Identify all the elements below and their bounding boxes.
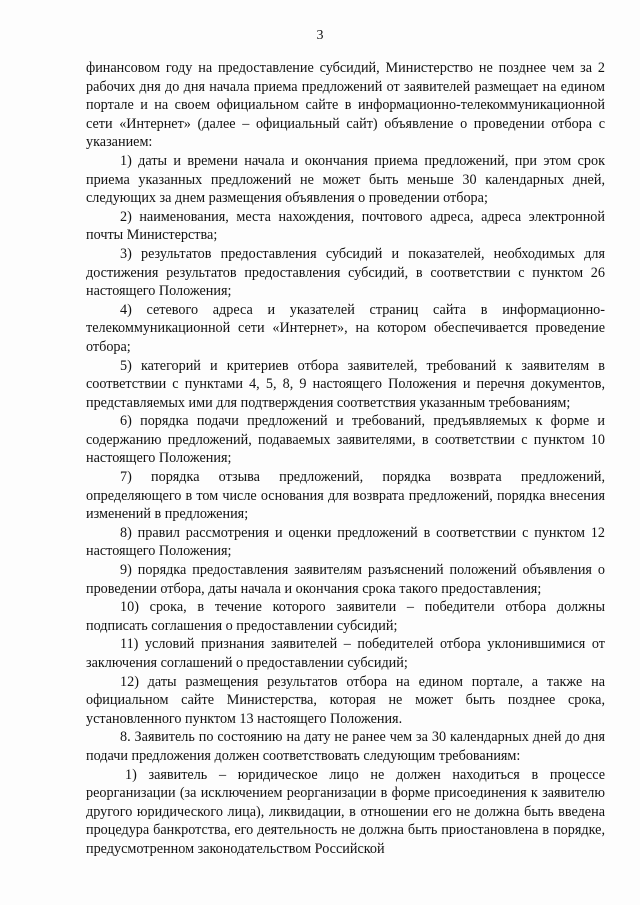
paragraph-intro: финансовом году на предоставление субсидий, Министерство не позднее чем за 2 рабочих дня до дня начала приема предложений от заявителей размещает на едином портале и на своем официальном сайте в информационно-телекоммуникационной сети «Интернет» (далее – официальный сайт) объявление о проведении отбора с указанием: [86,60,605,151]
list-item-9: 9) порядка предоставления заявителям разъяснений положений объявления о проведении отбора, даты начала и окончания срока такого предоставления; [86,562,605,597]
page-number: 3 [316,28,324,43]
list-item-4: 4) сетевого адреса и указателей страниц сайта в информационно-телекоммуникационной сети «Интернет», на котором обеспечивается проведение отбора; [86,301,605,355]
list-item-10: 10) срока, в течение которого заявители – победители отбора должны подписать соглашения о предоставлении субсидий; [86,599,605,634]
list-item-8: 8) правил рассмотрения и оценки предложений в соответствии с пунктом 12 настоящего Положения; [86,524,605,560]
list-item-12: 12) даты размещения результатов отбора на едином портале, а также на официальном сайте Министерства, которая не может быть позднее срока, установленного пунктом 13 настоящего Положения. [86,673,605,727]
list-item-1: 1) даты и времени начала и окончания приема предложений, при этом срок приема указанных предложений не может быть меньше 30 календарных дней, следующих за днем размещения объявления о проведении отбора; [86,152,605,207]
list-item-6: 6) порядка подачи предложений и требований, предъявляемых к форме и содержанию предложений, подаваемых заявителями, в соответствии с пунктом 10 настоящего Положения; [86,413,605,467]
list-item-5: 5) категорий и критериев отбора заявителей, требований к заявителям в соответствии с пунктами 4, 5, 8, 9 настоящего Положения и перечня документов, представляемых ими для подтверждения соответствия указанным требованиям; [86,357,605,411]
list-item-2: 2) наименования, места нахождения, почтового адреса, адреса электронной почты Министерства; [86,208,605,244]
list-item-7: 7) порядка отзыва предложений, порядка возврата предложений, определяющего в том числе основания для возврата предложений, порядка внесения изменений в предложения; [86,469,605,523]
document-body [86,59,605,859]
clause-8: 8. Заявитель по состоянию на дату не ранее чем за 30 календарных дней до дня подачи предложения должен соответствовать следующим требованиям: [86,729,605,764]
list-item-3: 3) результатов предоставления субсидий и показателей, необходимых для достижения результатов предоставления субсидий, в соответствии с пунктом 26 настоящего Положения; [86,245,605,300]
clause-8-item-1: 1) заявитель – юридическое лицо не должен находиться в процессе реорганизации (за исключением реорганизации в форме присоединения к заявителю другого юридического лица), ликвидации, в отношении его не должна быть введена процедура банкротства, его деятельность не должна быть приостановлена в порядке, предусмотренном законодательством Российской [86,766,605,857]
list-item-11: 11) условий признания заявителей – победителей отбора уклонившимися от заключения соглашений о предоставлении субсидий; [86,636,605,671]
